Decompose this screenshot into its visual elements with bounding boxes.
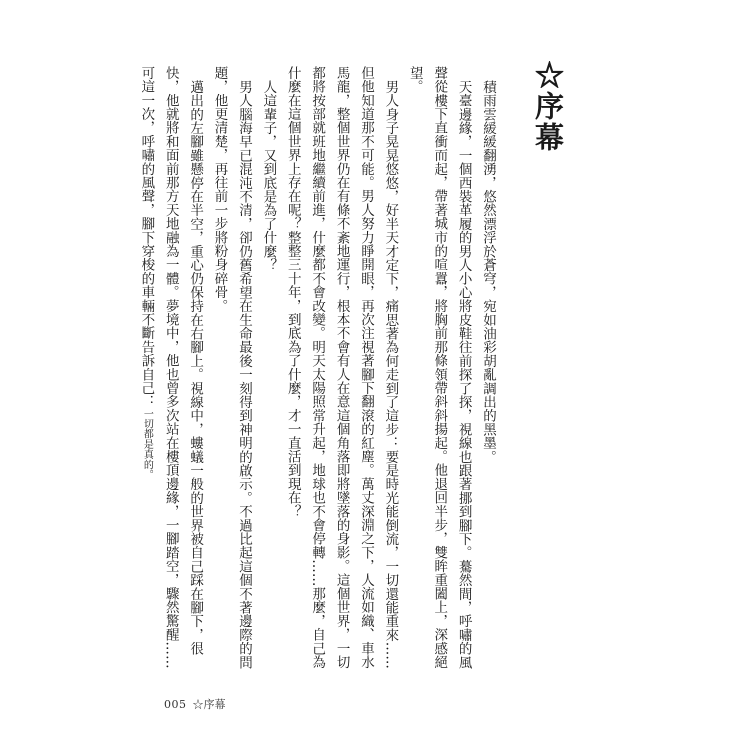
paragraph: 人這輩子，又到底是為了什麼？ <box>260 79 277 272</box>
running-head: ☆序幕 <box>192 698 226 711</box>
paragraph: 男人腦海早已混沌不清，卻仍舊希望在生命最後一刻得到神明的啟示。不過比起這個不著邊際的問題，他更清楚，再往前一步將粉身碎骨。 <box>211 66 252 669</box>
page-number: 005 <box>164 698 187 711</box>
paragraph: 天臺邊緣，一個西裝革履的男人小心將皮鞋往前探了探，視線也跟著挪到腳下。驀然間，呼嘯的風聲從樓下直衝而起，帶著城市的喧囂，將胸前那條領帶斜斜揚起。他退回半步，雙眸重闔上，深感絕望。 <box>406 66 472 669</box>
paragraph: 男人身子晃晃悠悠，好半天才定下，痛思著為何走到了這步：要是時光能倒流，一切還能重來……但他知道那不可能。男人努力睜開眼，再次注視著腳下翻滾的紅塵。萬丈深淵之下，人流如織、車水馬龍，整個世界仍在有條不紊地運行，根本不會有人在意這個角落即將墜落的身影。這個世界，一切都將按部就班地繼續前進，什麼都不會改變。明天太陽照常升起，地球也不會停轉……那麼，自己為什麼在這個世界上存在呢？整整三十年，到底為了什麼，才一直活到現在？ <box>284 66 399 669</box>
paragraph-tail: 一切都是真的。 <box>141 408 153 480</box>
paragraph <box>134 66 207 680</box>
chapter-title: ☆序幕 <box>531 60 565 153</box>
page-footer <box>164 696 226 712</box>
paragraph: 積雨雲緩緩翻湧，悠然漂浮於蒼穹，宛如油彩胡亂調出的黑墨。 <box>480 79 496 464</box>
paragraph-text: 邁出的左腳雖懸停在半空，重心仍保持在右腳上。視線中，螻蟻一般的世界被自己踩在腳下，很快，他就將和面前那方天地融為一體。夢境中，他也曾多次站在樓頂邊緣，一腳踏空，驟然驚醒……可這一次，呼嘯的風聲，腳下穿梭的車輛不斷告訴自己： <box>138 66 204 669</box>
body-text <box>138 66 500 680</box>
